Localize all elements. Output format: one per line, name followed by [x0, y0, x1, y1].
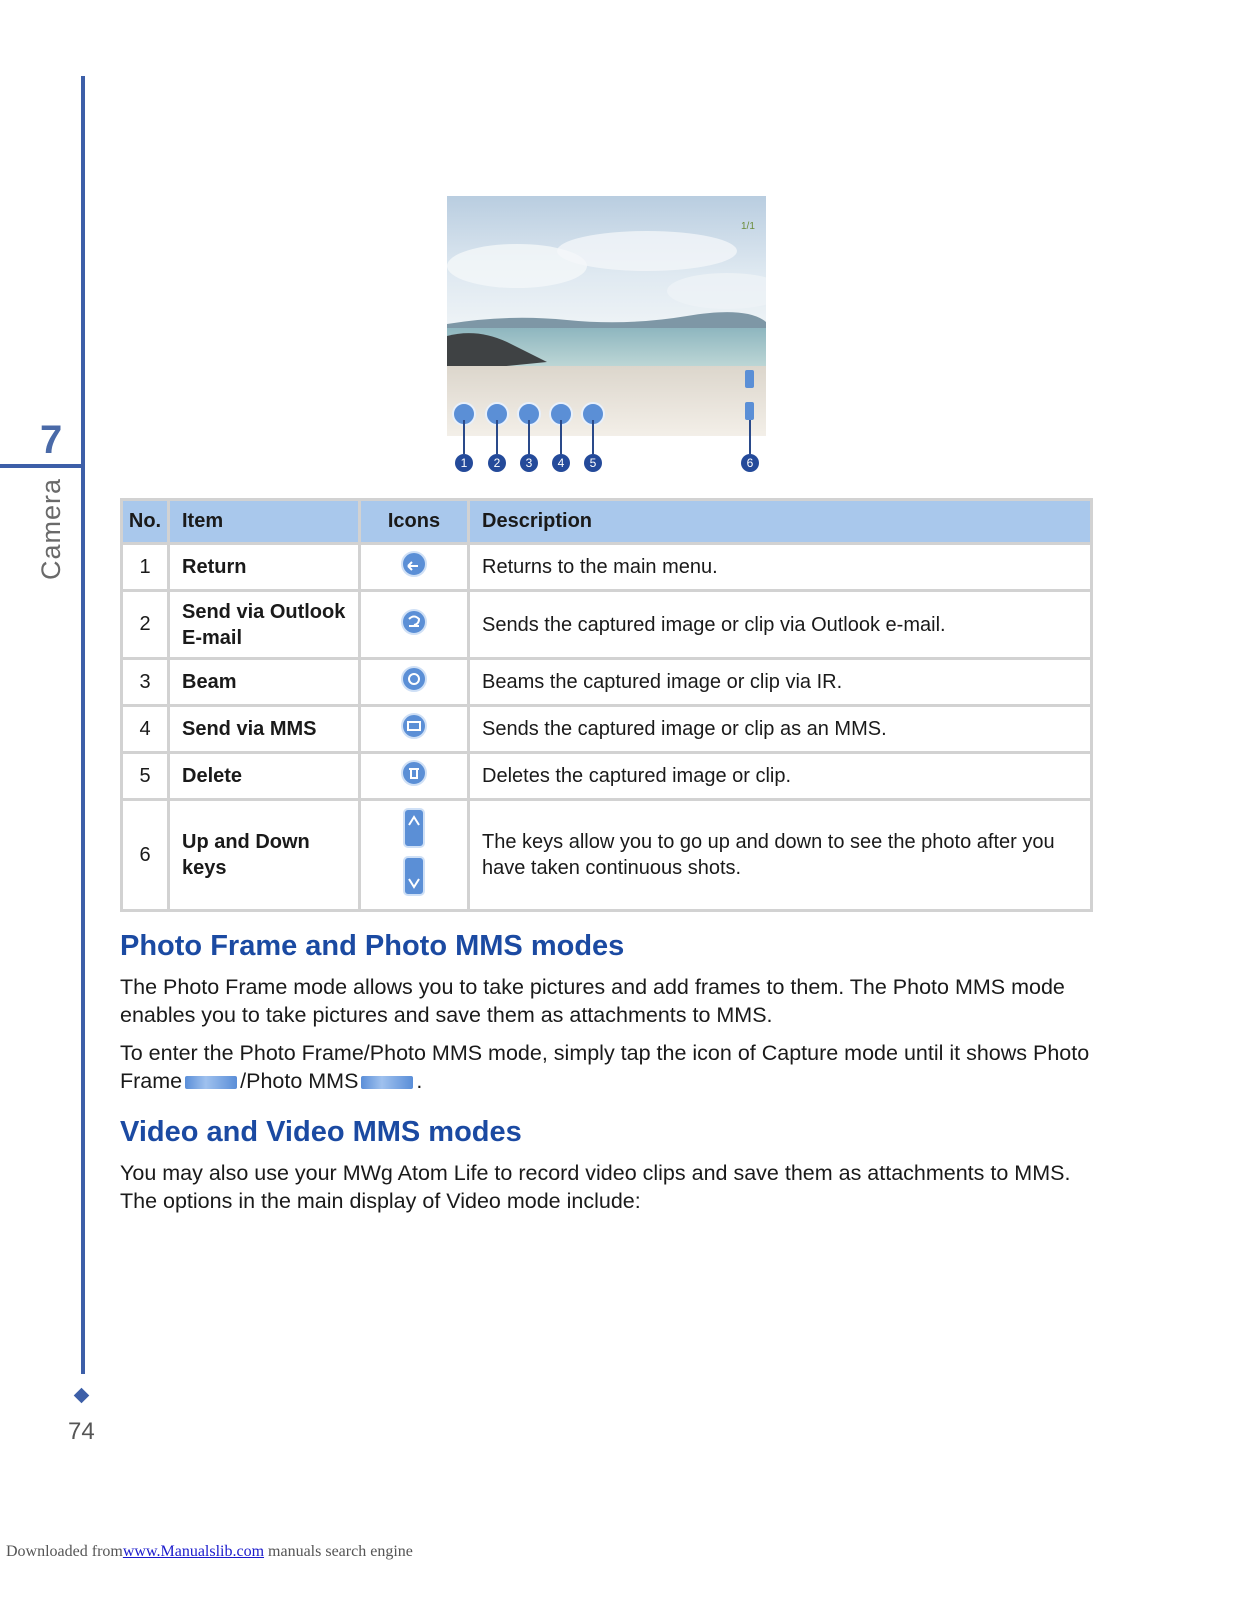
delete-icon [400, 759, 428, 787]
heading-photo-frame: Photo Frame and Photo MMS modes [120, 930, 625, 962]
callout-line-2 [496, 420, 498, 454]
row-description: Returns to the main menu. [469, 544, 1092, 591]
sidebar-rule [81, 76, 85, 1374]
callout-line-6 [749, 420, 751, 454]
row-description: Sends the captured image or clip via Outlook e-mail. [469, 591, 1092, 659]
header-item: Item [169, 500, 360, 544]
callout-line-3 [528, 420, 530, 454]
image-counter: 1/1 [741, 221, 755, 232]
photo-frame-mode-icon [185, 1076, 237, 1089]
footer-prefix: Downloaded from [6, 1543, 123, 1560]
row-item: Return [169, 544, 360, 591]
beam-icon [400, 665, 428, 693]
photo-frame-paragraph-2 [120, 1039, 1100, 1095]
heading-video: Video and Video MMS modes [120, 1116, 522, 1148]
camera-review-screenshot [447, 196, 766, 436]
row-description: Beams the captured image or clip via IR. [469, 659, 1092, 706]
video-paragraph: You may also use your MWg Atom Life to record video clips and save them as attachments to MMS. The options in the main display of Video mode include: [120, 1161, 1071, 1213]
row-item: Send via MMS [169, 706, 360, 753]
para2-text-a: To enter the Photo Frame/Photo MMS mode, simply tap the icon of Capture mode until it shows Photo Frame [120, 1041, 1090, 1093]
row-item: Up and Down keys [169, 800, 360, 911]
row-no: 3 [122, 659, 169, 706]
photo-mms-mode-icon [361, 1076, 413, 1089]
icons-table [120, 498, 1093, 912]
footer-suffix: manuals search engine [264, 1543, 413, 1560]
table-row [122, 659, 1092, 706]
callout-6: 6 [741, 454, 759, 472]
row-no: 6 [122, 800, 169, 911]
email-icon [400, 608, 428, 636]
header-icons: Icons [360, 500, 469, 544]
photo-frame-paragraph-1: The Photo Frame mode allows you to take pictures and add frames to them. The Photo MMS mode enables you to take pictures and save them as attachments to MMS. [120, 975, 1065, 1027]
row-description: The keys allow you to go up and down to see the photo after you have taken continuous shots. [469, 800, 1092, 911]
row-item: Delete [169, 753, 360, 800]
para2-text-b: /Photo MMS [240, 1069, 359, 1093]
diamond-marker [74, 1388, 90, 1404]
table-header-row [122, 500, 1092, 544]
header-description: Description [469, 500, 1092, 544]
callout-4: 4 [552, 454, 570, 472]
chapter-title: Camera [36, 477, 66, 580]
mms-icon [400, 712, 428, 740]
row-description: Deletes the captured image or clip. [469, 753, 1092, 800]
row-description: Sends the captured image or clip as an MMS. [469, 706, 1092, 753]
para2-text-c: . [416, 1069, 423, 1093]
row-item: Send via Outlook E-mail [169, 591, 360, 659]
chapter-number: 7 [40, 418, 63, 462]
table-row [122, 544, 1092, 591]
callout-line-4 [560, 420, 562, 454]
callout-5: 5 [584, 454, 602, 472]
table-row [122, 753, 1092, 800]
chapter-underline [0, 464, 85, 468]
row-item: Beam [169, 659, 360, 706]
callout-line-1 [463, 420, 465, 454]
table-row [122, 706, 1092, 753]
callout-3: 3 [520, 454, 538, 472]
callout-1: 1 [455, 454, 473, 472]
manualslib-link[interactable]: www.Manualslib.com [122, 1543, 265, 1560]
header-no: No. [122, 500, 169, 544]
up-down-keys-icon [400, 807, 428, 897]
table-row [122, 800, 1092, 911]
page-number: 74 [68, 1418, 95, 1445]
row-no: 1 [122, 544, 169, 591]
row-no: 2 [122, 591, 169, 659]
row-no: 4 [122, 706, 169, 753]
table-row [122, 591, 1092, 659]
callout-2: 2 [488, 454, 506, 472]
callout-line-5 [592, 420, 594, 454]
footer [6, 1543, 413, 1561]
return-icon [400, 550, 428, 578]
row-no: 5 [122, 753, 169, 800]
beach-photo [447, 196, 766, 436]
